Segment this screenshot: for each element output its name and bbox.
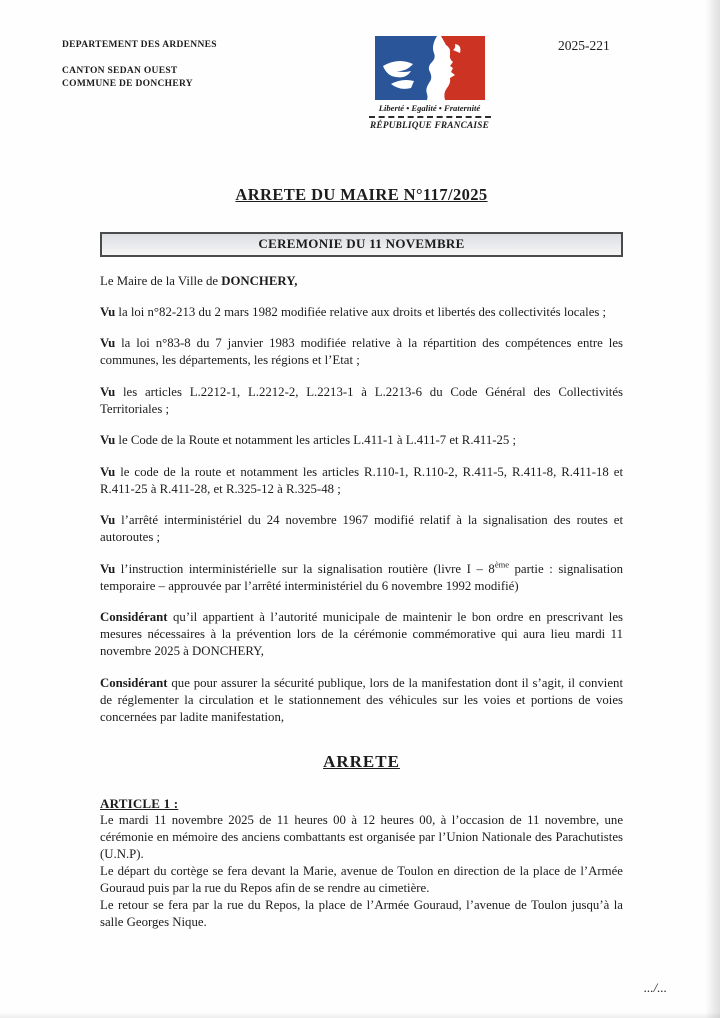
article-1-paragraph-1: Le mardi 11 novembre 2025 de 11 heures 00 à 12 heures 00, à l’occasion de 11 novembre, une cérémonie en mémoire des anciens combattants est organisée par l’Union Nationale des Parachutistes (U.N.P). bbox=[100, 812, 623, 861]
clause-text: le Code de la Route et notamment les articles L.411-1 à L.411-7 et R.411-25 ; bbox=[118, 433, 517, 448]
logo-motto: Liberté • Egalité • Fraternité bbox=[378, 103, 481, 113]
document-title: ARRETE DU MAIRE N°117/2025 bbox=[235, 185, 488, 204]
clause-lead: Vu bbox=[100, 561, 116, 576]
clause-lead: Vu bbox=[100, 336, 116, 351]
article-1-paragraph-2: Le départ du cortège se fera devant la Marie, avenue de Toulon en direction de la place de l’Armée Gouraud puis par la rue du Repos afin de se rendre au cimetière. bbox=[100, 863, 623, 895]
vu-clause-7 bbox=[100, 561, 623, 595]
considerant-clause-2 bbox=[100, 675, 623, 726]
vu-clause-1 bbox=[100, 304, 623, 321]
arrete-heading: ARRETE bbox=[323, 751, 400, 771]
clause-text: les articles L.2212-1, L.2212-2, L.2213-1 à L.2213-6 du Code Général des Collectivités Territoriales ; bbox=[100, 384, 624, 416]
vu-clause-2 bbox=[100, 335, 623, 369]
marianne-flag-icon bbox=[375, 36, 485, 100]
intro-commune-name: DONCHERY, bbox=[221, 274, 298, 288]
clause-text: qu’il appartient à l’autorité municipale de maintenir le bon ordre en prescrivant les mesures nécessaires à la prévention lors de la cérémonie commémorative qui aura lieu mardi 11 novembre 2025 à DONCHERY, bbox=[100, 610, 623, 659]
clause-lead: Vu bbox=[100, 464, 116, 479]
issuing-authority-block bbox=[62, 36, 277, 90]
vu-clause-3 bbox=[100, 384, 623, 418]
clause-lead: Vu bbox=[100, 304, 116, 319]
clause-lead: Vu bbox=[100, 513, 116, 528]
clause-text-pre: l’instruction interministérielle sur la signalisation routière (livre I – 8 bbox=[120, 561, 495, 576]
clause-text: l’arrêté interministériel du 24 novembre 1967 modifié relatif à la signalisation des routes et autoroutes ; bbox=[100, 513, 623, 545]
canton-label: CANTON SEDAN OUEST bbox=[62, 65, 178, 76]
document-reference-number: 2025-221 bbox=[558, 38, 610, 53]
intro-line bbox=[100, 274, 623, 289]
clause-lead: Vu bbox=[100, 433, 116, 448]
clause-lead: Vu bbox=[100, 384, 116, 399]
logo-republic-label: RÉPUBLIQUE FRANCAISE bbox=[370, 121, 489, 131]
intro-prefix: Le Maire de la Ville de bbox=[100, 274, 222, 288]
clause-text: la loi n°82-213 du 2 mars 1982 modifiée relative aux droits et libertés des collectivités locales ; bbox=[118, 304, 607, 319]
clause-text-post: partie : signalisation temporaire – approuvée par l’arrêté interministériel du 6 novembre 1992 modifié) bbox=[100, 561, 624, 593]
department-label: DEPARTEMENT DES ARDENNES bbox=[62, 40, 217, 50]
clause-lead: Considérant bbox=[100, 610, 168, 625]
republique-francaise-logo bbox=[369, 36, 491, 131]
vu-clause-6 bbox=[100, 512, 623, 546]
subject-banner: CEREMONIE DU 11 NOVEMBRE bbox=[100, 232, 623, 257]
document-body bbox=[100, 185, 623, 931]
clause-text: le code de la route et notamment les articles R.110-1, R.110-2, R.411-5, R.411-8, R.411-18 et R.411-25 à R.411-28, et R.325-12 à R.325-48 ; bbox=[100, 464, 624, 496]
article-1-paragraph-3: Le retour se fera par la rue du Repos, la place de l’Armée Gouraud, l’avenue de Toulon jusqu’à la salle Georges Nique. bbox=[100, 897, 623, 929]
considerant-clause-1 bbox=[100, 609, 623, 660]
commune-label: COMMUNE DE DONCHERY bbox=[62, 78, 193, 89]
document-header bbox=[0, 0, 720, 131]
article-1-heading: ARTICLE 1 : bbox=[100, 795, 179, 811]
page-continuation-marker: .../... bbox=[643, 980, 667, 995]
vu-clause-5 bbox=[100, 464, 623, 498]
clause-text: la loi n°83-8 du 7 janvier 1983 modifiée relative à la répartition des compétences entre les communes, les départements, les régions et l’Etat ; bbox=[100, 336, 623, 368]
clause-superscript: ème bbox=[494, 559, 509, 570]
clause-lead: Considérant bbox=[100, 675, 168, 690]
clause-text: que pour assurer la sécurité publique, lors de la manifestation dont il s’agit, il convient de réglementer la circulation et le stationnement des véhicules sur les voies et portions de voies concernées par ladite manifestation, bbox=[100, 675, 623, 724]
vu-clause-4 bbox=[100, 432, 623, 449]
logo-divider bbox=[369, 116, 491, 118]
